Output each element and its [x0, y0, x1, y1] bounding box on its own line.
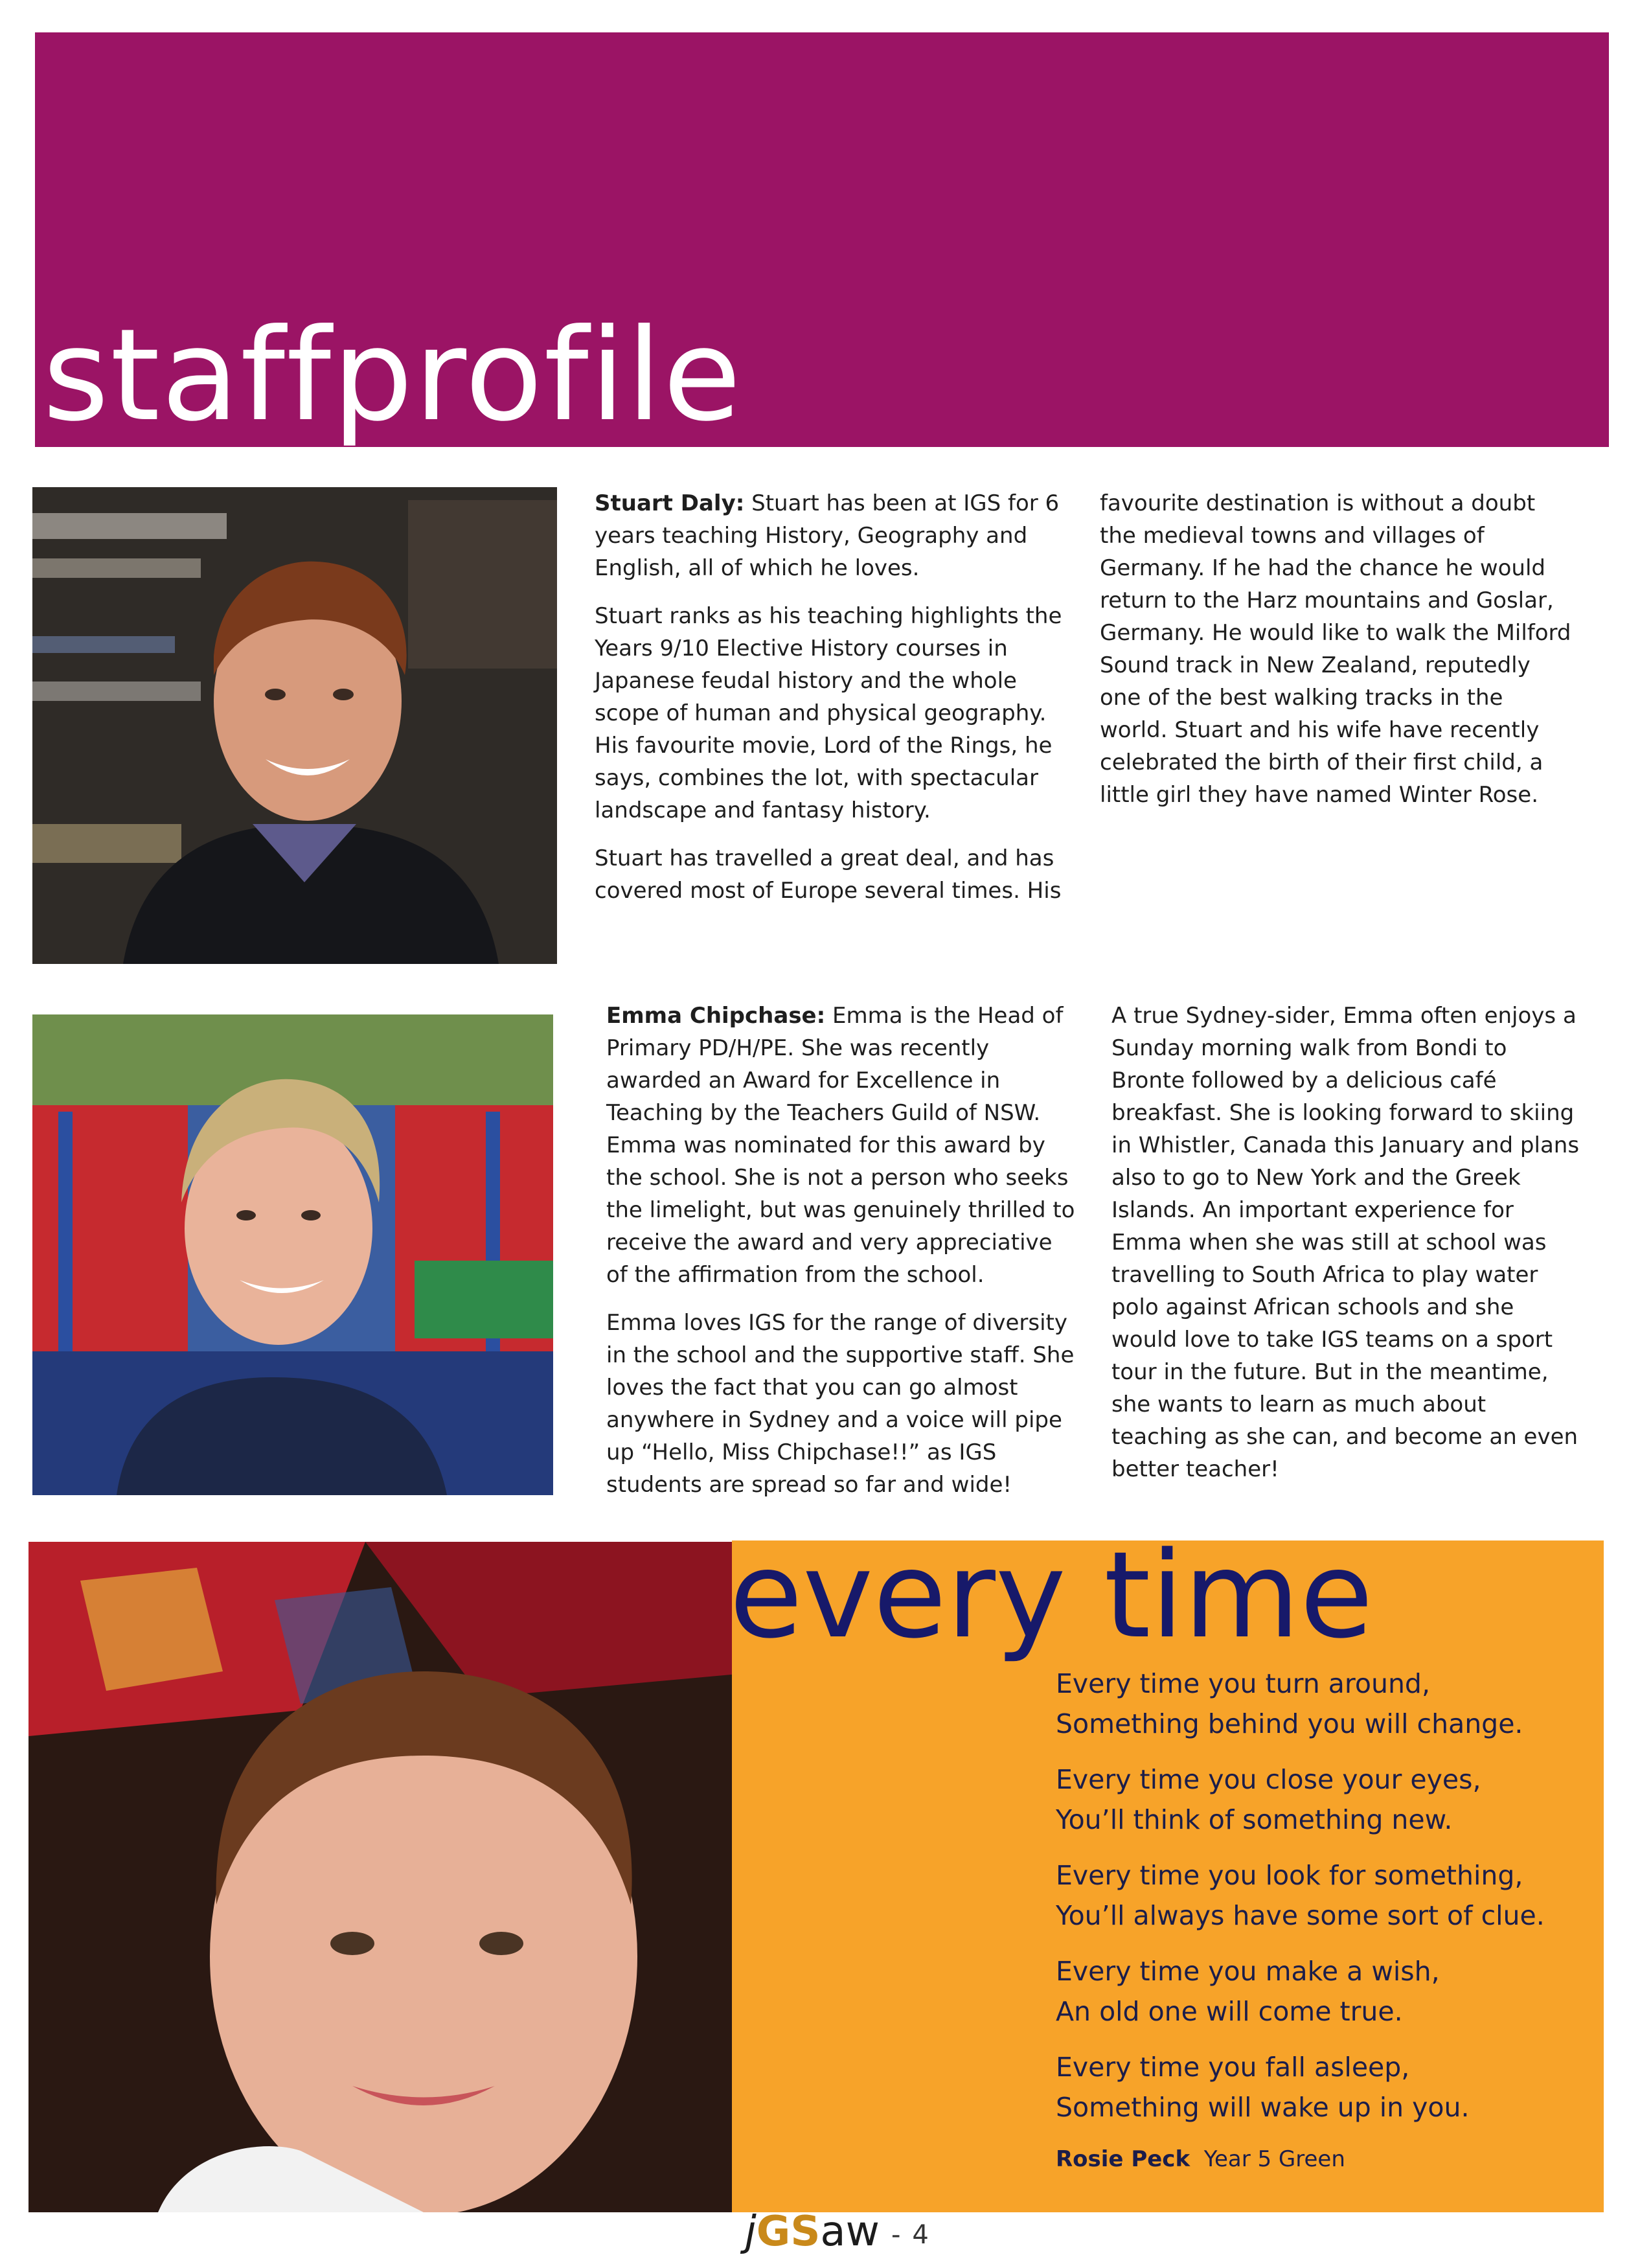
poem-stanza — [1056, 1759, 1587, 1840]
poem-stanza — [1056, 2047, 1587, 2127]
title-part-profile: profile — [332, 302, 743, 450]
poem-line: You’ll always have some sort of clue. — [1056, 1900, 1545, 1931]
rosie-peck-photo — [28, 1542, 767, 2212]
emma-intro: Emma is the Head of Primary PD/H/PE. She was recently awarded an Award for Excellence in Teaching by the Teachers Guild of NSW. Emma was nominated for this award by the school. She is not a person who seeks the limelight, but was genuinely thrilled to receive the award and very appreciative of the affirmation from the school. — [606, 1003, 1075, 1288]
rosie-portrait-illustration — [28, 1542, 767, 2212]
poem-stanza — [1056, 1951, 1587, 2032]
stuart-paragraph-1 — [595, 487, 1067, 584]
poem-stanza — [1056, 1664, 1587, 1744]
poem-line: An old one will come true. — [1056, 1996, 1403, 2027]
logo-aw: aw — [820, 2208, 880, 2256]
stuart-paragraph-4: favourite destination is without a doubt the medieval towns and villages of Germany. If he had the chance he would return to the Harz mountains and Goslar, Germany. He would like to walk the Milford Sound track in New Zealand, reputedly one of the best walking tracks in the world. Stuart and his wife have recently celebrated the birth of their first child, a little girl they have named Winter Rose. — [1100, 490, 1571, 808]
publication-logo — [745, 2209, 880, 2254]
emma-portrait-illustration — [32, 1014, 553, 1495]
poem-author-class: Year 5 Green — [1203, 2146, 1345, 2172]
page-footer — [745, 2203, 929, 2254]
logo-j: j — [745, 2208, 757, 2256]
poem-line: Every time you turn around, — [1056, 1668, 1430, 1699]
stuart-profile-column-2 — [1100, 487, 1573, 827]
stuart-profile-column-1 — [595, 487, 1067, 922]
poem-line: Every time you look for something, — [1056, 1860, 1523, 1891]
poem-line: You’ll think of something new. — [1056, 1804, 1453, 1835]
emma-paragraph-1 — [606, 1000, 1079, 1291]
emma-profile-column-1 — [606, 1000, 1079, 1517]
stuart-daly-photo — [32, 487, 557, 964]
page-title — [43, 302, 743, 450]
logo-gs: GS — [756, 2208, 821, 2256]
footer-separator: - — [891, 2220, 901, 2250]
poem-line: Something behind you will change. — [1056, 1708, 1523, 1739]
page-number: 4 — [912, 2220, 929, 2250]
poem-body — [1056, 1664, 1587, 2143]
stuart-name: Stuart Daly: — [595, 490, 745, 516]
poem-credit — [1056, 2143, 1345, 2175]
emma-paragraph-2: Emma loves IGS for the range of diversity in the school and the supportive staff. She loves the fact that you can go almost anywhere in Sydney and a voice will pipe up “Hello, Miss Chipchase!!” as IGS students are spread so far and wide! — [606, 1310, 1075, 1498]
stuart-intro: Stuart has been at IGS for 6 years teaching History, Geography and English, all of which he loves. — [595, 490, 1060, 581]
stuart-portrait-illustration — [32, 487, 557, 964]
emma-name: Emma Chipchase: — [606, 1003, 826, 1029]
poem-stanza — [1056, 1855, 1587, 1936]
emma-paragraph-3: A true Sydney-sider, Emma often enjoys a Sunday morning walk from Bondi to Bronte followed by a delicious café breakfast. She is looking forward to skiing in Whistler, Canada this January and plans also to go to New York and the Greek Islands. An important experience for Emma when she was still at school was travelling to South Africa to play water polo against African schools and she would love to take IGS teams on a sport tour in the future. But in the meantime, she wants to learn as much about teaching as she can, and become an even better teacher! — [1111, 1003, 1580, 1482]
emma-profile-column-2 — [1111, 1000, 1584, 1501]
poem-line: Every time you make a wish, — [1056, 1956, 1440, 1987]
stuart-paragraph-3: Stuart has travelled a great deal, and has covered most of Europe several times. His — [595, 845, 1062, 904]
emma-chipchase-photo — [32, 1014, 553, 1495]
poem-title: every time — [729, 1526, 1374, 1665]
poem-author: Rosie Peck — [1056, 2146, 1190, 2172]
poem-line: Every time you fall asleep, — [1056, 2052, 1410, 2083]
stuart-paragraph-2: Stuart ranks as his teaching highlights the Years 9/10 Elective History courses in Japanese feudal history and the whole scope of human and physical geography. His favourite movie, Lord of the Rings, he says, combines the lot, with spectacular landscape and fantasy history. — [595, 603, 1062, 823]
poem-line: Something will wake up in you. — [1056, 2092, 1470, 2123]
poem-line: Every time you close your eyes, — [1056, 1764, 1481, 1795]
title-part-staff: staff — [43, 302, 333, 450]
